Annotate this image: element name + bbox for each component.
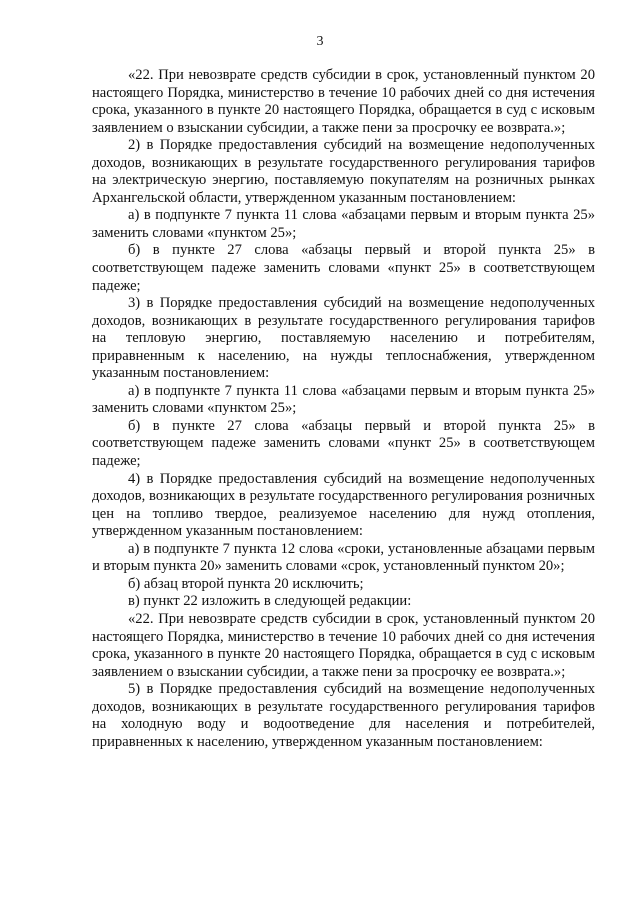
paragraph-item-5: 5) в Порядке предоставления субсидий на возмещение недополученных доходов, возникающих в результате государственного регулирования тарифов на холодную воду и водоотведение для населения и потребителей, приравненных к населению, утвержденном указанным постановлением: xyxy=(92,681,595,750)
paragraph-item-3: 3) в Порядке предоставления субсидий на возмещение недополученных доходов, возникающих в результате государственного регулирования тарифов на тепловую энергию, поставляемую населению и потребителям, приравненным к населению, на нужды теплоснабжения, утвержденном указанным постановлением: xyxy=(92,295,595,382)
paragraph-item-4v: в) пункт 22 изложить в следующей редакции: xyxy=(128,593,412,610)
paragraph-item-4b: б) абзац второй пункта 20 исключить; xyxy=(128,575,364,592)
paragraph-item-3b: б) в пункте 27 слова «абзацы первый и второй пункта 25» в соответствующем падеже заменить словами «пункт 25» в соответствующем падеже; xyxy=(92,417,595,470)
paragraph-item-2: 2) в Порядке предоставления субсидий на возмещение недополученных доходов, возникающих в результате государственного регулирования тарифов на электрическую энергию, поставляемую покупателям на розничных рынках Архангельской области, утвержденном указанным постановлением: xyxy=(92,137,595,206)
paragraph-item-3a: а) в подпункте 7 пункта 11 слова «абзацами первым и вторым пункта 25» заменить словами «пунктом 25»; xyxy=(92,382,595,417)
paragraph-item-4: 4) в Порядке предоставления субсидий на возмещение недополученных доходов, возникающих в результате государственного регулирования розничных цен на топливо твердое, реализуемое населению для нужд отопления, утвержденном указанным постановлением: xyxy=(92,470,595,540)
page-number: 3 xyxy=(316,34,324,49)
paragraph-item-2a: а) в подпункте 7 пункта 11 слова «абзацами первым и вторым пункта 25» заменить словами «пунктом 25»; xyxy=(92,207,595,241)
document-body xyxy=(92,67,595,751)
paragraph-clause-22-text: «22. При невозврате средств субсидии в срок, установленный пунктом 20 настоящего Порядка, министерство в течение 10 рабочих дней со дня истечения срока, указанного в пункте 20 настоящего Порядка, обращается в суд с исковым заявлением о взыскании субсидии, а также пени за просрочку ее возврата.»; xyxy=(92,67,595,136)
paragraph-clause-22-new-text: «22. При невозврате средств субсидии в срок, установленный пунктом 20 настоящего Порядка, министерство в течение 10 рабочих дней со дня истечения срока, указанного в пункте 20 настоящего Порядка, обращается в суд с исковым заявлением о взыскании субсидии, а также пени за просрочку ее возврата.»; xyxy=(92,610,595,680)
paragraph-item-4a: а) в подпункте 7 пункта 12 слова «сроки, установленные абзацами первым и вторым пункта 20» заменить словами «срок, установленный пунктом 20»; xyxy=(92,540,595,575)
paragraph-item-2b: б) в пункте 27 слова «абзацы первый и второй пункта 25» в соответствующем падеже заменить словами «пункт 25» в соответствующем падеже; xyxy=(92,242,595,294)
